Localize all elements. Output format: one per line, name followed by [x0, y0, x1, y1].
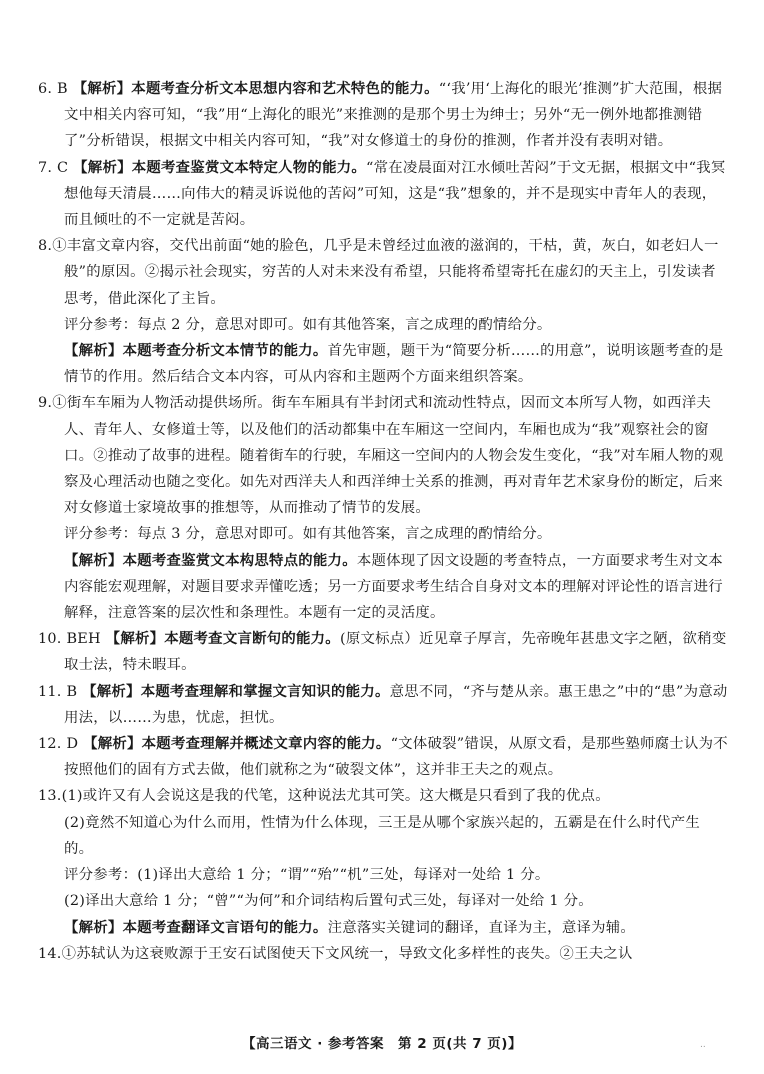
page-footer: 【高三语文 · 参考答案 第 2 页(共 7 页)】 [242, 1036, 522, 1052]
q8-ability: 本题考查分析文本情节的能力。 [122, 342, 328, 360]
answer-q12 [38, 731, 728, 783]
q9-text: ①街车车厢为人物活动提供场所。街车车厢具有半封闭式和流动性特点，因而文本所写人物，如西洋夫人、青年人、女修道士等，以及他们的活动都集中在车厢这一空间内，车厢也成为“我”观察社会的窗口。②推动了故事的进程。随着街车的行驶，车厢这一空间内的人物会发生变化，“我”对车厢人物的观察及心理活动也随之变化。如先对西洋夫人和西洋绅士关系的推测，再对青年艺术家身份的断定，后来对女修道士家境故事的推想等，从而推动了情节的发展。 [52, 395, 724, 517]
q9-analysis-tag: 【解析】 [64, 551, 123, 569]
q10-ability: 本题考查文言断句的能力。 [164, 630, 340, 648]
q13-scoring-2: (2)译出大意给 1 分；“曾”“为何”和介词结构后置句式三处，每译对一处给 1 分。 [64, 893, 593, 910]
q9-number: 9. [38, 395, 53, 412]
q13-line1: (1)或许又有人会说这是我的代笔，这种说法尤其可笑。这大概是只看到了我的优点。 [61, 788, 610, 805]
q8-scoring: 评分参考：每点 2 分，意思对即可。如有其他答案，言之成理的酌情给分。 [64, 316, 552, 333]
q13-analysis-tag: 【解析】 [64, 918, 123, 936]
q12-ability: 本题考查理解并概述文章内容的能力。 [141, 735, 391, 753]
q8-analysis [38, 338, 728, 390]
q8-analysis-tag: 【解析】 [64, 342, 123, 360]
q10-text: (原文标点）近见章子厚言，先帝晚年甚患文字之陋，欲稍变取士法，特未暇耳。 [64, 631, 727, 674]
q9-ability: 本题考查鉴赏文本构思特点的能力。 [122, 551, 357, 569]
answer-content [38, 76, 728, 967]
q6-text: “‘我’用‘上海化的眼光’推测”扩大范围，根据文中相关内容可知，“我”用“上海化的眼光”来推测的是那个男士为绅士；另外“无一例外地都推测错了”分析错误，根据文中相关内容可知，“我”对女修道士的身份的推测，作者并没有表明对错。 [64, 81, 723, 150]
q13-ability: 本题考查翻译文言语句的能力。 [122, 918, 328, 936]
q13-scoring-1: 评分参考：(1)译出大意给 1 分；“谓”“殆”“机”三处，每译对一处给 1 分。 [64, 867, 550, 884]
answer-q9 [38, 390, 728, 521]
q12-text: “文体破裂”错误，从原文看，是那些塾师腐士认为不按照他们的固有方式去做，他们就称之为“破裂文体”，这并非王夫之的观点。 [64, 736, 728, 779]
q11-number: 11. B [38, 683, 78, 700]
q13-number: 13. [38, 788, 62, 805]
answer-q14 [38, 941, 728, 967]
q9-scoring: 评分参考：每点 3 分，意思对即可。如有其他答案，言之成理的酌情给分。 [64, 526, 552, 543]
q11-text: 意思不同，“齐与楚从亲。惠王患之”中的“患”为意动用法，以……为患，忧虑，担忧。 [64, 683, 728, 726]
q6-number: 6. B [38, 81, 68, 97]
q7-text: “常在凌晨面对江水倾吐苦闷”于文无据，根据文中“我冥想他每天清晨……向伟大的精灵诉说他的苦闷”可知，这是“我”想象的，并不是现实中青年人的表现，而且倾吐的不一定就是苦闷。 [64, 159, 726, 229]
answer-q7 [38, 155, 728, 234]
answer-q6 [38, 76, 728, 155]
q7-number: 7. C [38, 159, 69, 176]
answer-q11 [38, 679, 728, 731]
q13-line2: (2)竟然不知道心为什么而用，性情为什么体现，三王是从哪个家族兴起的，五霸是在什么时代产生的。 [64, 814, 701, 857]
q6-ability: 本题考查分析文本思想内容和艺术特色的能力。 [131, 80, 439, 97]
answer-q10 [38, 626, 728, 678]
q14-number: 14. [38, 945, 62, 962]
answer-q13 [38, 783, 728, 809]
q8-analysis-text: 首先审题，题干为“简要分析……的用意”，说明该题考查的是情节的作用。然后结合文本内容，可从内容和主题两个方面来组织答案。 [64, 343, 724, 386]
q14-text: ①苏轼认为这衰败源于王安石试图使天下文风统一，导致文化多样性的丧失。②王夫之认 [61, 945, 633, 962]
q10-analysis-tag: 【解析】 [105, 630, 165, 648]
q11-ability: 本题考查理解和掌握文言知识的能力。 [140, 682, 390, 700]
q7-analysis-tag: 【解析】 [73, 158, 132, 176]
answer-q8 [38, 233, 728, 312]
q11-analysis-tag: 【解析】 [82, 682, 141, 700]
q12-number: 12. D [38, 736, 79, 753]
q7-ability: 本题考查鉴赏文本特定人物的能力。 [131, 158, 366, 176]
q8-text: ①丰富文章内容，交代出前面“她的脸色，几乎是未曾经过血液的滋润的，干枯，黄，灰白，如老妇人一般”的原因。②揭示社会现实，穷苦的人对未来没有希望，只能将希望寄托在虚幻的天主上，引发读者思考，借此深化了主旨。 [52, 238, 719, 307]
q9-analysis-text: 本题体现了因文设题的考查特点，一方面要求考生对文本内容能宏观理解，对题目要求弄懂吃透；另一方面要求考生结合自身对文本的理解对评论性的语言进行解释，注意答案的层次性和条理性。本题有一定的灵活度。 [64, 552, 723, 622]
footer-mark: .. [700, 1040, 706, 1050]
q9-analysis [38, 548, 728, 627]
q8-number: 8. [38, 238, 53, 255]
q12-analysis-tag: 【解析】 [83, 735, 142, 753]
q6-analysis-tag: 【解析】 [72, 80, 132, 97]
q13-analysis-text: 注意落实关键词的翻译，直译为主，意译为辅。 [327, 919, 636, 936]
q13-analysis [38, 915, 728, 941]
q10-number: 10. BEH [38, 631, 101, 648]
